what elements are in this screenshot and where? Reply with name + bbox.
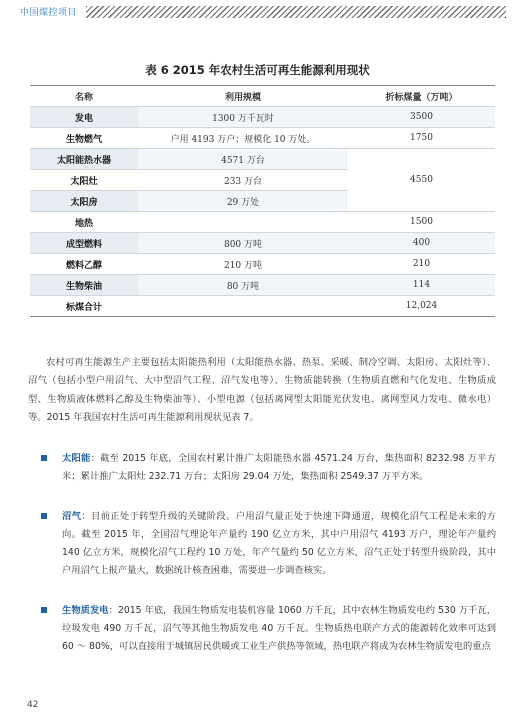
table-header-row (30, 86, 495, 107)
row-name: 地热 (30, 212, 138, 233)
row-scale: 户用 4193 万户；规模化 10 万处。 (138, 128, 348, 149)
row-coal: 1750 (348, 128, 495, 149)
bullet-head: 生物质发电 (62, 605, 109, 616)
row-name: 太阳能热水器 (30, 149, 138, 170)
table-row (30, 275, 495, 296)
bullet-head: 沼气 (62, 511, 82, 522)
table-total-row (30, 296, 495, 317)
page-header (0, 0, 515, 22)
bullet-body: ：截至 2015 年底，全国农村累计推广太阳能热水器 4571.24 万台，集热面积 8232.98 万平方米；累计推广太阳灶 232.71 万台；太阳房 29.04 万处，集热面积 2549.37 万平方米。 (62, 453, 496, 482)
row-scale: 210 万吨 (138, 254, 348, 275)
row-scale: 1300 万千瓦时 (138, 107, 348, 128)
column-header-scale: 利用规模 (138, 86, 348, 107)
header-title: 中国煤控项目 (20, 8, 78, 18)
row-name: 太阳灶 (30, 170, 138, 191)
page-number: 42 (27, 700, 39, 710)
table-row (30, 233, 495, 254)
row-coal: 210 (348, 254, 495, 275)
table-row (30, 212, 495, 233)
bullet-square-icon (41, 513, 47, 519)
table-row (30, 149, 495, 170)
row-name: 太阳房 (30, 191, 138, 212)
column-header-coal: 折标煤量（万吨） (348, 86, 495, 107)
bullet-text (62, 602, 496, 656)
row-name: 生物柴油 (30, 275, 138, 296)
body-paragraph: 农村可再生能源生产主要包括太阳能热利用（太阳能热水器、热泵、采暖、制冷空调、太阳房、太阳灶等）、沼气（包括小型户用沼气、大中型沼气工程、沼气发电等）、生物质能转换（生物质直燃和气化发电、生物质成型、生物质液体燃料乙醇及生物柴油等）、小型电源（包括离网型太阳能光伏发电、离网型风力发电、微水电）等。2015 年我国农村生活可再生能源利用现状见表 7。 (28, 357, 496, 424)
column-header-name: 名称 (30, 86, 138, 107)
row-name: 发电 (30, 107, 138, 128)
row-coal: 3500 (348, 107, 495, 128)
row-scale (138, 212, 348, 233)
row-name: 燃料乙醇 (30, 254, 138, 275)
row-coal-merged: 4550 (348, 149, 495, 212)
bullet-square-icon (41, 607, 47, 613)
bullet-text (62, 450, 496, 486)
table-row (30, 254, 495, 275)
row-coal: 1500 (348, 212, 495, 233)
row-name: 标煤合计 (30, 296, 138, 317)
row-scale: 80 万吨 (138, 275, 348, 296)
bullet-text (62, 508, 496, 580)
row-scale: 233 万台 (138, 170, 348, 191)
row-coal: 12,024 (348, 296, 495, 317)
row-scale: 29 万处 (138, 191, 348, 212)
bullet-body: ：2015 年底，我国生物质发电装机容量 1060 万千瓦，其中农林生物质发电约 530 万千瓦，垃圾发电 490 万千瓦，沼气等其他生物质发电 40 万千瓦。生物质热电联产方式的能源转化效率可达到 60 ～ 80%，可以直接用于城镇居民供暖或工业生产供热等领域，热电联产将成为农林生物质发电的重点 (62, 605, 496, 652)
renewable-energy-table (30, 85, 495, 317)
row-name: 生物燃气 (30, 128, 138, 149)
table-row (30, 128, 495, 149)
row-coal: 400 (348, 233, 495, 254)
bullet-square-icon (41, 455, 47, 461)
row-name: 成型燃料 (30, 233, 138, 254)
row-coal: 114 (348, 275, 495, 296)
row-scale: 800 万吨 (138, 233, 348, 254)
bullet-head: 太阳能 (62, 453, 91, 464)
table-title: 表 6 2015 年农村生活可再生能源利用现状 (145, 63, 370, 77)
table-row (30, 107, 495, 128)
row-scale (138, 296, 348, 317)
row-scale: 4571 万台 (138, 149, 348, 170)
header-stripe-band (86, 6, 506, 18)
bullet-body: ：目前正处于转型升级的关键阶段。户用沼气量正处于快速下降通道，规模化沼气工程是未来的方向。截至 2015 年，全国沼气理论年产量约 190 亿立方米，其中户用沼气 4193 万户，理论年产量约 140 亿立方米，规模化沼气工程约 10 万处，年产气量约 50 亿立方米，沼气正处于转型升级阶段，其中户用沼气上报产量大，数据统计核查困难，需要进一步调查核实。 (62, 511, 496, 576)
